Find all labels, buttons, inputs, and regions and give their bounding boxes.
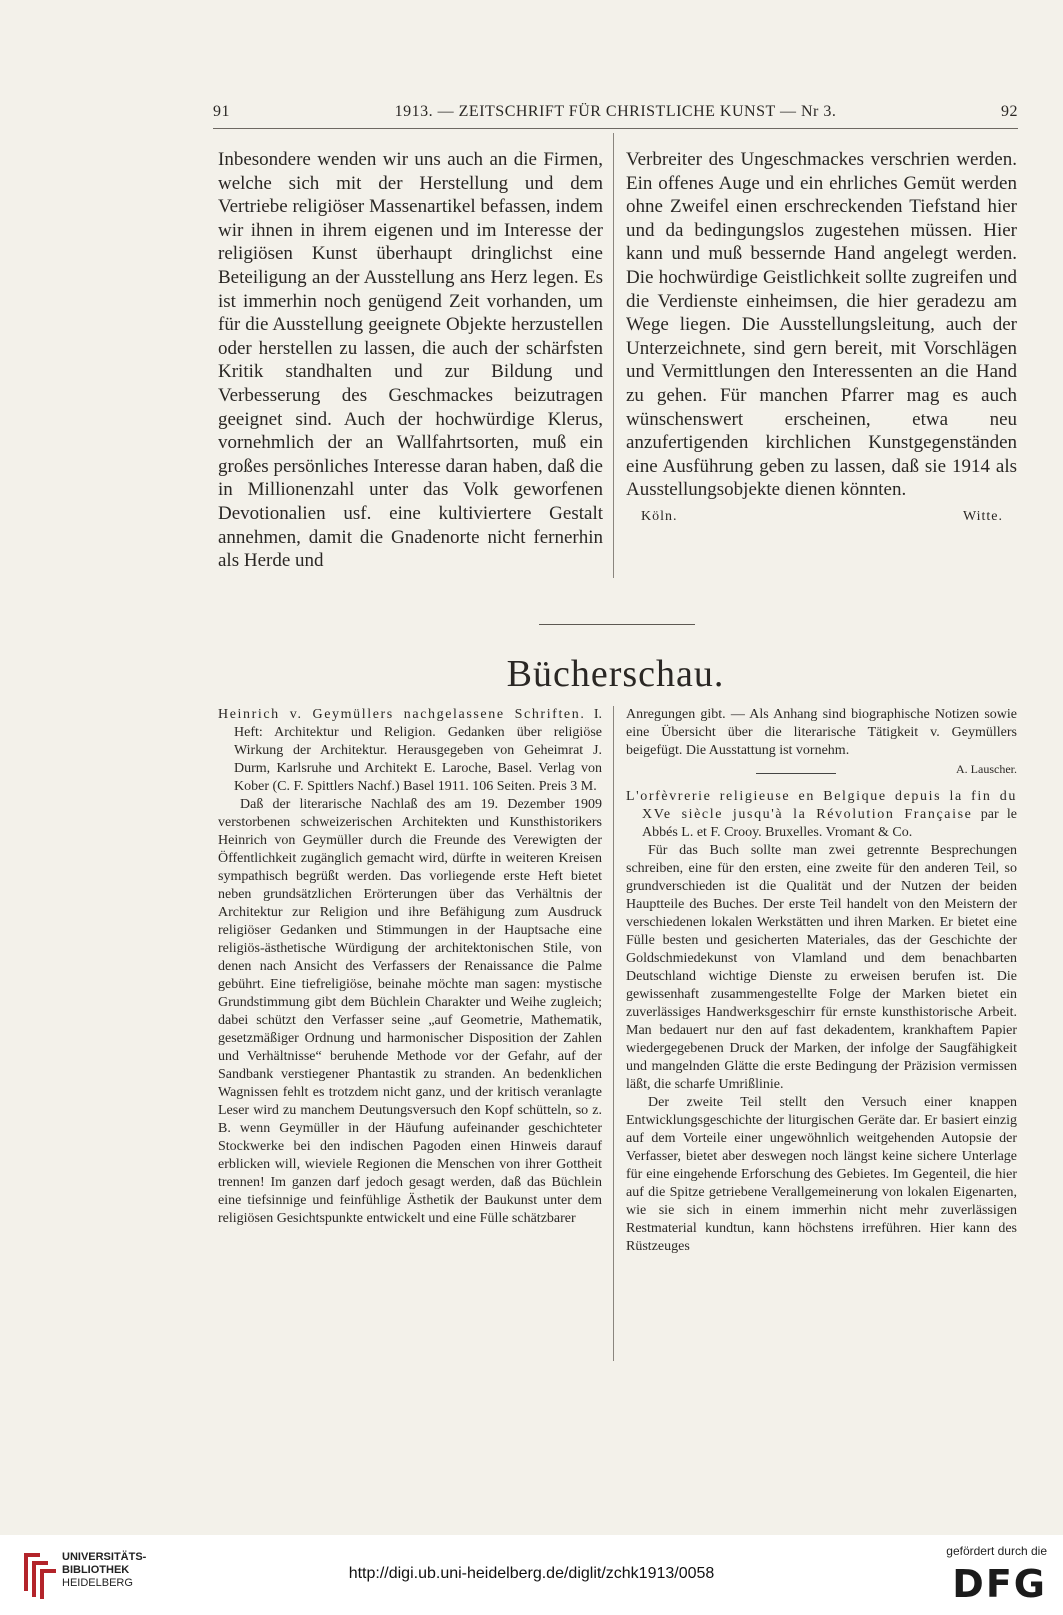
library-name-line2: BIBLIOTHEK xyxy=(62,1564,130,1576)
review2-ref-details: par le Abbés L. et F. Crooy. Bruxelles. Vromant & Co. xyxy=(642,807,1018,840)
article-author: Witte. xyxy=(962,508,1003,524)
column-divider-top xyxy=(613,133,614,578)
review1-reference xyxy=(218,706,602,796)
column-divider-bottom xyxy=(613,706,614,1361)
dfg-logo: DFG xyxy=(952,1562,1047,1606)
library-name-line3: HEIDELBERG xyxy=(62,1577,133,1589)
review1-body: Daß der literarische Nachlaß des am 19. Dezember 1909 verstorbenen schweizerischen Architekten und Kunsthistorikers Heinrich von Geymüller durch die Freunde des Verewigten der Öffentlichkeit zugänglich gemacht wird, dürfte in weiteren Kreisen sympathisch begrüßt werden. Das vorliegende erste Heft bietet neben grundsätzlichen Erörterungen über das Verhältnis der Architektur zur Religion und ihre Befähigung zum Ausdruck religiöser Gedanken und Stimmungen in der Hauptsache eine religiös-ästhetische Würdigung der architektonischen Stile, von denen nach Ansicht des Verfassers der Renaissance die Palme gebührt. Eine tiefreligiöse, beinahe möchte man sagen: mystische Grundstimmung gibt dem Büchlein Charakter und Weihe zugleich; dabei schützt den Verfasser seine „auf Geometrie, Mathematik, gesetzmäßiger Ordnung und harmonischer Disposition der Zahlen und Verhältnisse“ beruhende Methode vor der Gefahr, auf der Sandbank verstiegener Phantastik zu stranden. An bedenklichen Wagnissen fehlt es trotzdem nicht ganz, und der kritisch veranlagte Leser wird zu manchem Deutungsversuch den Kopf schütteln, so z. B. wenn Geymüller in der Häufung aufeinander geschichteter Stockwerke bei den indischen Pagoden einen Hinweis darauf erblicken will, wieviele Regionen die Menschen von ihrer Gottheit trennen! Im ganzen darf jedoch gesagt werden, daß das Büchlein eine tiefsinnige und feinfühlige Ästhetik der Baukunst unter dem religiösen Gesichtspunkte entwickelt und eine Fülle schätzbarer xyxy=(218,797,602,1226)
digitization-footer xyxy=(0,1535,1063,1615)
review1-signature xyxy=(626,760,1017,778)
article-signature xyxy=(626,505,1017,529)
library-name-line1: UNIVERSITÄTS- xyxy=(62,1551,147,1563)
header-rule xyxy=(213,128,1018,129)
review1-reviewer: A. Lauscher. xyxy=(956,762,1017,776)
review1-continuation: Anregungen gibt. — Als Anhang sind biographische Notizen sowie eine Übersicht über die literarische Tätigkeit v. Geymüllers beigefügt. Die Ausstattung ist vornehm. xyxy=(626,707,1017,758)
page-number-left: 91 xyxy=(213,103,230,120)
section-title: Bücherschau. xyxy=(506,653,725,695)
review-right-column xyxy=(626,706,1017,1256)
permalink-url[interactable]: http://digi.ub.uni-heidelberg.de/diglit/zchk1913/0058 xyxy=(348,1565,715,1582)
review-left-column xyxy=(218,706,602,1228)
page-number-right: 92 xyxy=(1001,103,1018,120)
review2-paragraph-1: Für das Buch sollte man zwei getrennte Besprechungen schreiben, eine für den ersten, eine zweite für den anderen Teil, so grundverschieden ist die Qualität und der Nutzen der beiden Hauptteile des Buches. Der erste Teil handelt von den Meistern der verschiedenen lokalen Werkstätten und ihren Marken. Er bietet eine Fülle besten und gesicherten Materiales, das der Geschichte der Goldschmiedekunst von Vlamland und dem benachbarten Deutschland wichtige Dienste zu erweisen berufen ist. Die gewissenhaft zusammengestellte Folge der Marken bietet ein zuverlässiges Handwerksgeschirr für ernste kunsthistorische Arbeit. Man bedauert nur den auf fast dekadentem, krankhaftem Papier wiedergegebenen Druck der Marken, der infolge der Saugfähigkeit und mangelnden Glätte die erste Bedingung der Präzision vermissen läßt, die scharfe Umrißlinie. xyxy=(626,843,1017,1092)
article-right-column xyxy=(626,148,1017,529)
review2-ref-title: L'orfèvrerie religieuse en Belgique depuis la fin du XVe siècle jusqu'à la Révolution Française xyxy=(626,789,1017,822)
journal-title: 1913. — ZEITSCHRIFT FÜR CHRISTLICHE KUNST — Nr 3. xyxy=(394,103,837,120)
running-header xyxy=(213,103,1018,125)
signature-rule xyxy=(756,773,836,774)
review1-ref-details: I. Heft: Architektur und Religion. Gedanken über religiöse Wirkung der Architektur. Herausgegeben von Geheimrat J. Durm, Karlsruhe und Architekt E. Laroche, Basel. Verlag von Kober (C. F. Spittlers Nachf.) Basel 1911. 106 Seiten. Preis 3 M. xyxy=(234,707,602,794)
funding-caption: gefördert durch die xyxy=(946,1544,1047,1558)
review2-paragraph-2: Der zweite Teil stellt den Versuch einer knappen Entwicklungsgeschichte der liturgischen Geräte dar. Er basiert einzig auf dem Vorteile einer ungewöhnlich weitgehenden Autopsie der Verfasser, bietet aber deswegen noch längst keine sichere Unterlage für eine eingehende Erforschung des Gebietes. Im Gegenteil, die hier auf die Spitze getriebene Verallgemeinerung von lokalen Eigenarten, wie sie sich in einem immerhin nicht mehr zuverlässigen Restmaterial kundtun, kann höchstens irreführen. Hier kann des Rüstzeuges xyxy=(626,1095,1017,1254)
review2-reference xyxy=(626,788,1017,842)
review1-ref-title: Heinrich v. Geymüllers nachgelassene Schriften. xyxy=(218,707,586,722)
article-paragraph-left: Inbesondere wenden wir uns auch an die Firmen, welche sich mit der Herstellung und dem Vertriebe religiöser Massenartikel befassen, indem wir ihnen in ihrem eigenen und im Interesse der religiösen Kunst überhaupt dringlichst eine Beteiligung an der Ausstellung ans Herz legen. Es ist immerhin noch genügend Zeit vorhanden, um für die Ausstellung geeignete Objekte herzustellen oder herstellen zu lassen, die auch der schärfsten Kritik standhalten und zur Bildung und Verbesserung des Geschmackes beizutragen geeignet sind. Auch der hochwürdige Klerus, vornehmlich der an Wallfahrtsorten, muß ein großes persönliches Interesse daran haben, daß die in Millionenzahl unter das Volk geworfenen Devotionalien usf. eine kultiviertere Gestalt annehmen, damit die Gnadenorte nicht fernerhin als Herde und xyxy=(218,149,603,572)
section-separator xyxy=(539,624,695,625)
article-left-column xyxy=(218,148,603,573)
article-place: Köln. xyxy=(641,508,678,524)
article-paragraph-right: Verbreiter des Ungeschmackes verschrien werden. Ein offenes Auge und ein ehrliches Gemüt werden ohne Zweifel einen erschreckenden Tiefstand hier und da bedingungslos zugestehen müssen. Hier kann und muß bessernde Hand angelegt werden. Die hochwürdige Geistlichkeit sollte zugreifen und die Verdienste einheimsen, die hier geradezu am Wege liegen. Die Ausstellungsleitung, auch der Unterzeichnete, sind gern bereit, mit Vorschlägen und Vermittlungen den Interessenten an die Hand zu gehen. Für manchen Pfarrer mag es auch wünschenswert erscheinen, etwa neu anzufertigenden kirchlichen Kunstgegenständen eine Ausführung geben zu lassen, daß sie 1914 als Ausstellungsobjekte dienen könnten. xyxy=(626,149,1017,501)
